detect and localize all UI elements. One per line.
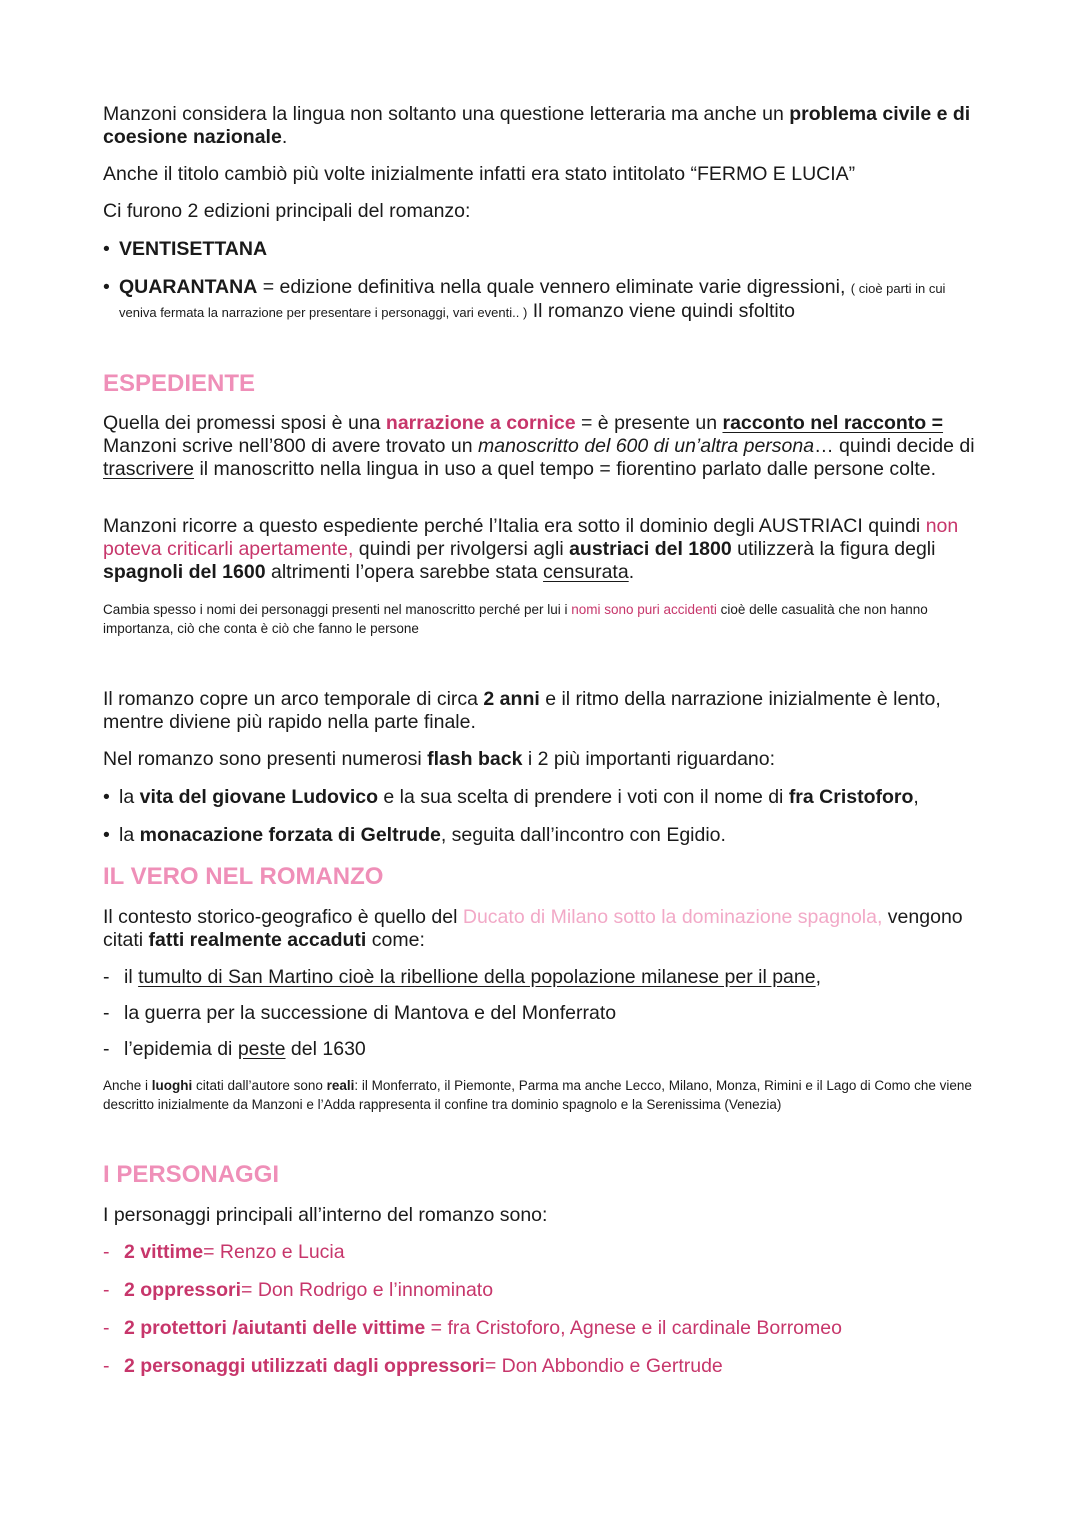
text-span: Manzoni considera la lingua non soltanto una questione letteraria ma anche un: [103, 103, 790, 125]
text-span: quindi per rivolgersi agli: [353, 538, 570, 560]
bold-text: spagnoli del 1600: [103, 561, 266, 583]
dash-marker: -: [103, 1038, 110, 1060]
underline-text: tumulto di San Martino cioè la ribellione della popolazione milanese per il pane: [138, 966, 816, 988]
text-span: Cambia spesso i nomi dei personaggi presenti nel manoscritto perché per lui i: [103, 602, 572, 617]
bold-text: austriaci del 1800: [569, 538, 732, 560]
bold-text: 2 oppressori: [124, 1279, 242, 1301]
character-item: [103, 1317, 983, 1340]
edition-bullet-ventisettana: [103, 238, 983, 261]
character-text: [124, 1279, 983, 1302]
text-span: e il ritmo della narrazione inizialmente è lento, mentre diviene più rapido nella parte finale.: [103, 688, 941, 733]
bold-text: 2 personaggi utilizzati dagli oppressori: [124, 1355, 485, 1377]
text-span: = Don Rodrigo e l’innominato: [241, 1279, 494, 1301]
text-span: Il contesto storico-geografico è quello del: [103, 906, 463, 928]
bullet-marker: •: [103, 238, 110, 260]
section-heading-espediente: ESPEDIENTE: [103, 370, 256, 397]
text-span: ,: [815, 966, 822, 988]
character-text: [124, 1317, 983, 1340]
intro-paragraph-2: Anche il titolo cambiò più volte inizialmente infatti era stato intitolato “FERMO E LUCIA”: [103, 163, 856, 185]
text-span: = Renzo e Lucia: [203, 1241, 345, 1263]
bullet-text: [119, 786, 983, 809]
section-heading-personaggi: I PERSONAGGI: [103, 1161, 280, 1188]
bold-underline-text: racconto nel racconto =: [722, 412, 944, 434]
tempo-paragraph-1: [103, 688, 983, 734]
character-item: [103, 1355, 983, 1378]
dash-marker: -: [103, 1279, 110, 1301]
bold-text: reali: [326, 1078, 355, 1093]
fact-text: la guerra per la successione di Mantova e del Monferrato: [124, 1002, 617, 1024]
fact-item-guerra: [103, 1002, 983, 1025]
flashback-bullet-2: [103, 824, 983, 847]
text-span: la: [119, 824, 140, 846]
highlight-text: Ducato di Milano sotto la dominazione spagnola,: [462, 906, 883, 928]
bold-text: 2 protettori /aiutanti delle vittime: [124, 1317, 426, 1339]
bold-text: 2 vittime: [124, 1241, 204, 1263]
intro-paragraph-3: Ci furono 2 edizioni principali del romanzo:: [103, 200, 471, 222]
edition-bullet-quarantana: [103, 276, 983, 324]
highlight-text: narrazione a cornice: [385, 412, 576, 434]
bold-text: fatti realmente accaduti: [148, 929, 367, 951]
dash-marker: -: [103, 966, 110, 988]
text-span: cioè delle casualità che non hanno importanza, ciò che conta è ciò che fanno le persone: [103, 602, 928, 636]
bullet-marker: •: [103, 276, 110, 298]
text-span: utilizzerà la figura degli: [731, 538, 936, 560]
text-span: = è presente un: [575, 412, 723, 434]
text-span: e la sua scelta di prendere i voti con il nome di: [378, 786, 789, 808]
edition-name: VENTISETTANA: [119, 238, 268, 260]
text-span: Quella dei promessi sposi è una: [103, 412, 386, 434]
text-span: vengono citati: [103, 906, 963, 951]
text-span: , seguita dall’incontro con Egidio.: [440, 824, 726, 846]
bold-text: 2 anni: [483, 688, 540, 710]
character-text: [124, 1241, 983, 1264]
text-span: … quindi decide di: [814, 435, 975, 457]
text-span: = edizione definitiva nella quale vennero eliminate varie digressioni,: [257, 276, 851, 298]
dash-marker: -: [103, 1317, 110, 1339]
text-span: Manzoni ricorre a questo espediente perché l’Italia era sotto il dominio degli AUSTRIACI quindi: [103, 515, 926, 537]
fact-item-tumulto: [103, 966, 983, 989]
highlight-text: nomi sono puri accidenti: [571, 602, 717, 617]
dash-marker: -: [103, 1002, 110, 1024]
tempo-paragraph-2: [103, 748, 983, 771]
text-span: .: [281, 126, 288, 148]
bullet-text: [119, 824, 983, 847]
intro-paragraph-1: [103, 103, 983, 149]
text-span: Il romanzo copre un arco temporale di circa: [103, 688, 484, 710]
text-span: l’epidemia di: [124, 1038, 238, 1060]
text-span: i 2 più importanti riguardano:: [522, 748, 776, 770]
text-span: altrimenti l’opera sarebbe stata: [265, 561, 544, 583]
italic-text: manoscritto del 600 di un’altra persona: [478, 435, 815, 457]
dash-marker: -: [103, 1241, 110, 1263]
text-span: : il Monferrato, il Piemonte, Parma ma anche Lecco, Milano, Monza, Rimini e il Lago di Como che viene descritto inizialmente da Manzoni e l’Adda rappresenta il confine tra dominio spagnolo e la Serenissima (Venezia): [103, 1078, 972, 1112]
bullet-marker: •: [103, 786, 110, 808]
underline-text: trascrivere: [103, 458, 195, 480]
edition-description: [119, 276, 983, 324]
fact-text: [124, 966, 983, 989]
bold-text: vita del giovane Ludovico: [139, 786, 378, 808]
underline-text: peste: [237, 1038, 286, 1060]
text-span: ,: [913, 786, 919, 808]
highlight-text: non poteva criticarli apertamente,: [103, 515, 959, 560]
text-span: = fra Cristoforo, Agnese e il cardinale Borromeo: [425, 1317, 842, 1339]
text-span: la: [119, 786, 140, 808]
text-span: del 1630: [285, 1038, 366, 1060]
text-span: il: [124, 966, 139, 988]
vero-paragraph-1: [103, 906, 983, 952]
bold-text: problema civile e di coesione nazionale: [103, 103, 971, 148]
dash-marker: -: [103, 1355, 110, 1377]
text-span: Nel romanzo sono presenti numerosi: [103, 748, 428, 770]
bold-text: fra Cristoforo: [788, 786, 914, 808]
section-heading-vero: IL VERO NEL ROMANZO: [103, 863, 384, 890]
text-span: .: [628, 561, 635, 583]
espediente-note: [103, 600, 983, 638]
bold-text: luoghi: [151, 1078, 193, 1093]
fact-text: [124, 1038, 983, 1061]
character-item: [103, 1241, 983, 1264]
character-item: [103, 1279, 983, 1302]
text-span: come:: [366, 929, 425, 951]
small-note: ( cioè parti in cui veniva fermata la narrazione per presentare i personaggi, vari eventi.. ): [119, 281, 946, 320]
text-span: citati dall’autore sono: [192, 1078, 327, 1093]
espediente-paragraph-2: [103, 515, 983, 584]
fact-item-peste: [103, 1038, 983, 1061]
bold-text: flash back: [427, 748, 523, 770]
underline-text: censurata: [543, 561, 629, 583]
flashback-bullet-1: [103, 786, 983, 809]
bold-text: monacazione forzata di Geltrude: [139, 824, 441, 846]
text-span: Anche i: [103, 1078, 152, 1093]
bullet-marker: •: [103, 824, 110, 846]
personaggi-intro: I personaggi principali all’interno del romanzo sono:: [103, 1204, 548, 1226]
text-span: Il romanzo viene quindi sfoltito: [527, 300, 796, 322]
character-text: [124, 1355, 983, 1378]
text-span: = Don Abbondio e Gertrude: [484, 1355, 723, 1377]
espediente-paragraph-1: [103, 412, 983, 481]
text-span: Manzoni scrive nell’800 di avere trovato un: [103, 435, 479, 457]
edition-name: QUARANTANA: [119, 276, 258, 298]
text-span: il manoscritto nella lingua in uso a quel tempo = fiorentino parlato dalle persone colte.: [194, 458, 937, 480]
vero-note: [103, 1076, 983, 1114]
